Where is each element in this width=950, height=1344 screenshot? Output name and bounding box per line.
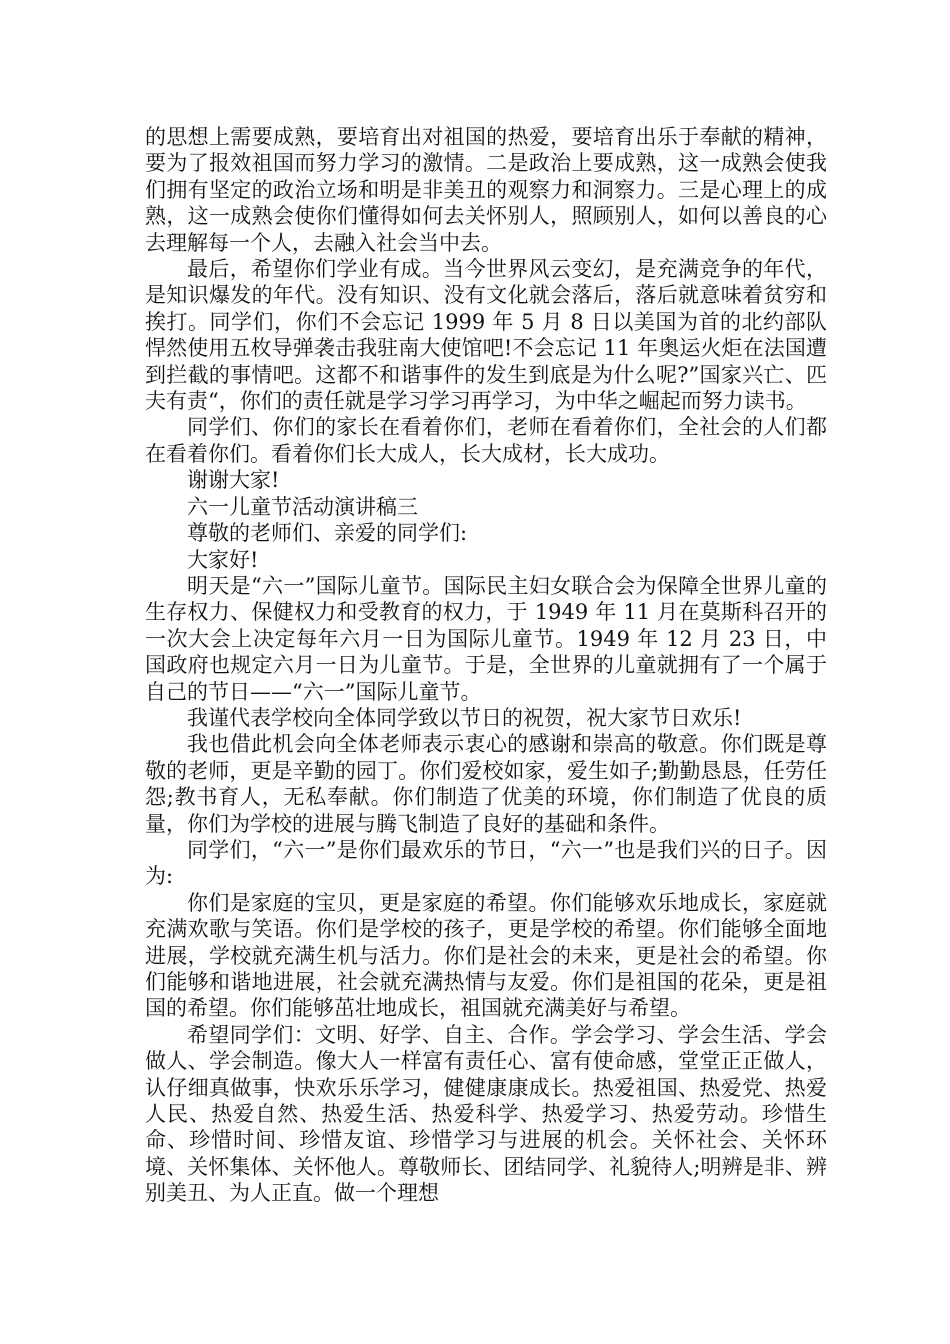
salutation: 尊敬的老师们、亲爱的同学们: [187, 521, 468, 546]
paragraph-1: 的思想上需要成熟，要培育出对祖国的热爱，要培育出乐于奉献的精神，要为了报效祖国而努力学习的激情。二是政治上要成熟，这一成熟会使我们拥有坚定的政治立场和明是非美丑的观察力和洞察力。三是心理上的成熟，这一成熟会使你们懂得如何去关怀别人，照顾别人，如何以善良的心去理解每一个人，去融入社会当中去。 [145, 125, 827, 255]
greeting: 大家好! [187, 547, 259, 572]
paragraph-9: 我谨代表学校向全体同学致以节日的祝贺，祝大家节日欢乐! [187, 705, 742, 730]
paragraph-12: 你们是家庭的宝贝，更是家庭的希望。你们能够欢乐地成长，家庭就充满欢歌与笑语。你们是学校的孩子，更是学校的希望。你们能够全面地进展，学校就充满生机与活力。你们是社会的未来，更是社会的希望。你们能够和谐地进展，社会就充满热情与友爱。你们是祖国的花朵，更是祖国的希望。你们能够茁壮地成长，祖国就充满美好与希望。 [145, 890, 827, 1021]
paragraph-8: 明天是“六一”国际儿童节。国际民主妇女联合会为保障全世界儿童的生存权力、保健权力和受教育的权力，于 1949 年 11 月在莫斯科召开的一次大会上决定每年六月一日为国际儿童节。1949 年 12 月 23 日，中国政府也规定六月一日为儿童节。于是，全世界的儿童就拥有了一个属于自己的节日——“六一”国际儿童节。 [145, 573, 827, 704]
section-title: 六一儿童节活动演讲稿三 [187, 494, 418, 519]
paragraph-10: 我也借此机会向全体老师表示衷心的感谢和崇高的敬意。你们既是尊敬的老师，更是辛勤的园丁。你们爱校如家，爱生如子;勤勤恳恳，任劳任怨;教书育人，无私奉献。你们制造了优美的环境，你们制造了优良的质量，你们为学校的进展与腾飞制造了良好的基础和条件。 [145, 732, 827, 836]
closing-thanks: 谢谢大家! [187, 468, 280, 493]
paragraph-2: 最后，希望你们学业有成。当今世界风云变幻，是充满竞争的年代，是知识爆发的年代。没有知识、没有文化就会落后，落后就意味着贫穷和挨打。同学们，你们不会忘记 1999 年 5 月 8 日以美国为首的北约部队悍然使用五枚导弹袭击我驻南大使馆吧!不会忘记 11 年奥运火炬在法国遭到拦截的事情吧。这都不和谐事件的发生到底是为什么呢?”国家兴亡、匹夫有责“，你们的责任就是学习学习再学习，为中华之崛起而努力读书。 [145, 257, 827, 414]
paragraph-3: 同学们、你们的家长在看着你们，老师在看着你们，全社会的人们都在看着你们。看着你们长大成人，长大成材，长大成功。 [145, 415, 827, 466]
document-body [145, 124, 827, 1207]
paragraph-13: 希望同学们：文明、好学、自主、合作。学会学习、学会生活、学会做人、学会制造。像大人一样富有责任心、富有使命感，堂堂正正做人，认仔细真做事，快欢乐乐学习，健健康康成长。热爱祖国、热爱党、热爱人民、热爱自然、热爱生活、热爱科学、热爱学习、热爱劳动。珍惜生命、珍惜时间、珍惜友谊、珍惜学习与进展的机会。关怀社会、关怀环境、关怀集体、关怀他人。尊敬师长、团结同学、礼貌待人;明辨是非、辨别美丑、为人正直。做一个理想 [145, 1022, 827, 1206]
paragraph-11: 同学们，“六一”是你们最欢乐的节日，“六一”也是我们兴的日子。因为: [145, 837, 827, 889]
